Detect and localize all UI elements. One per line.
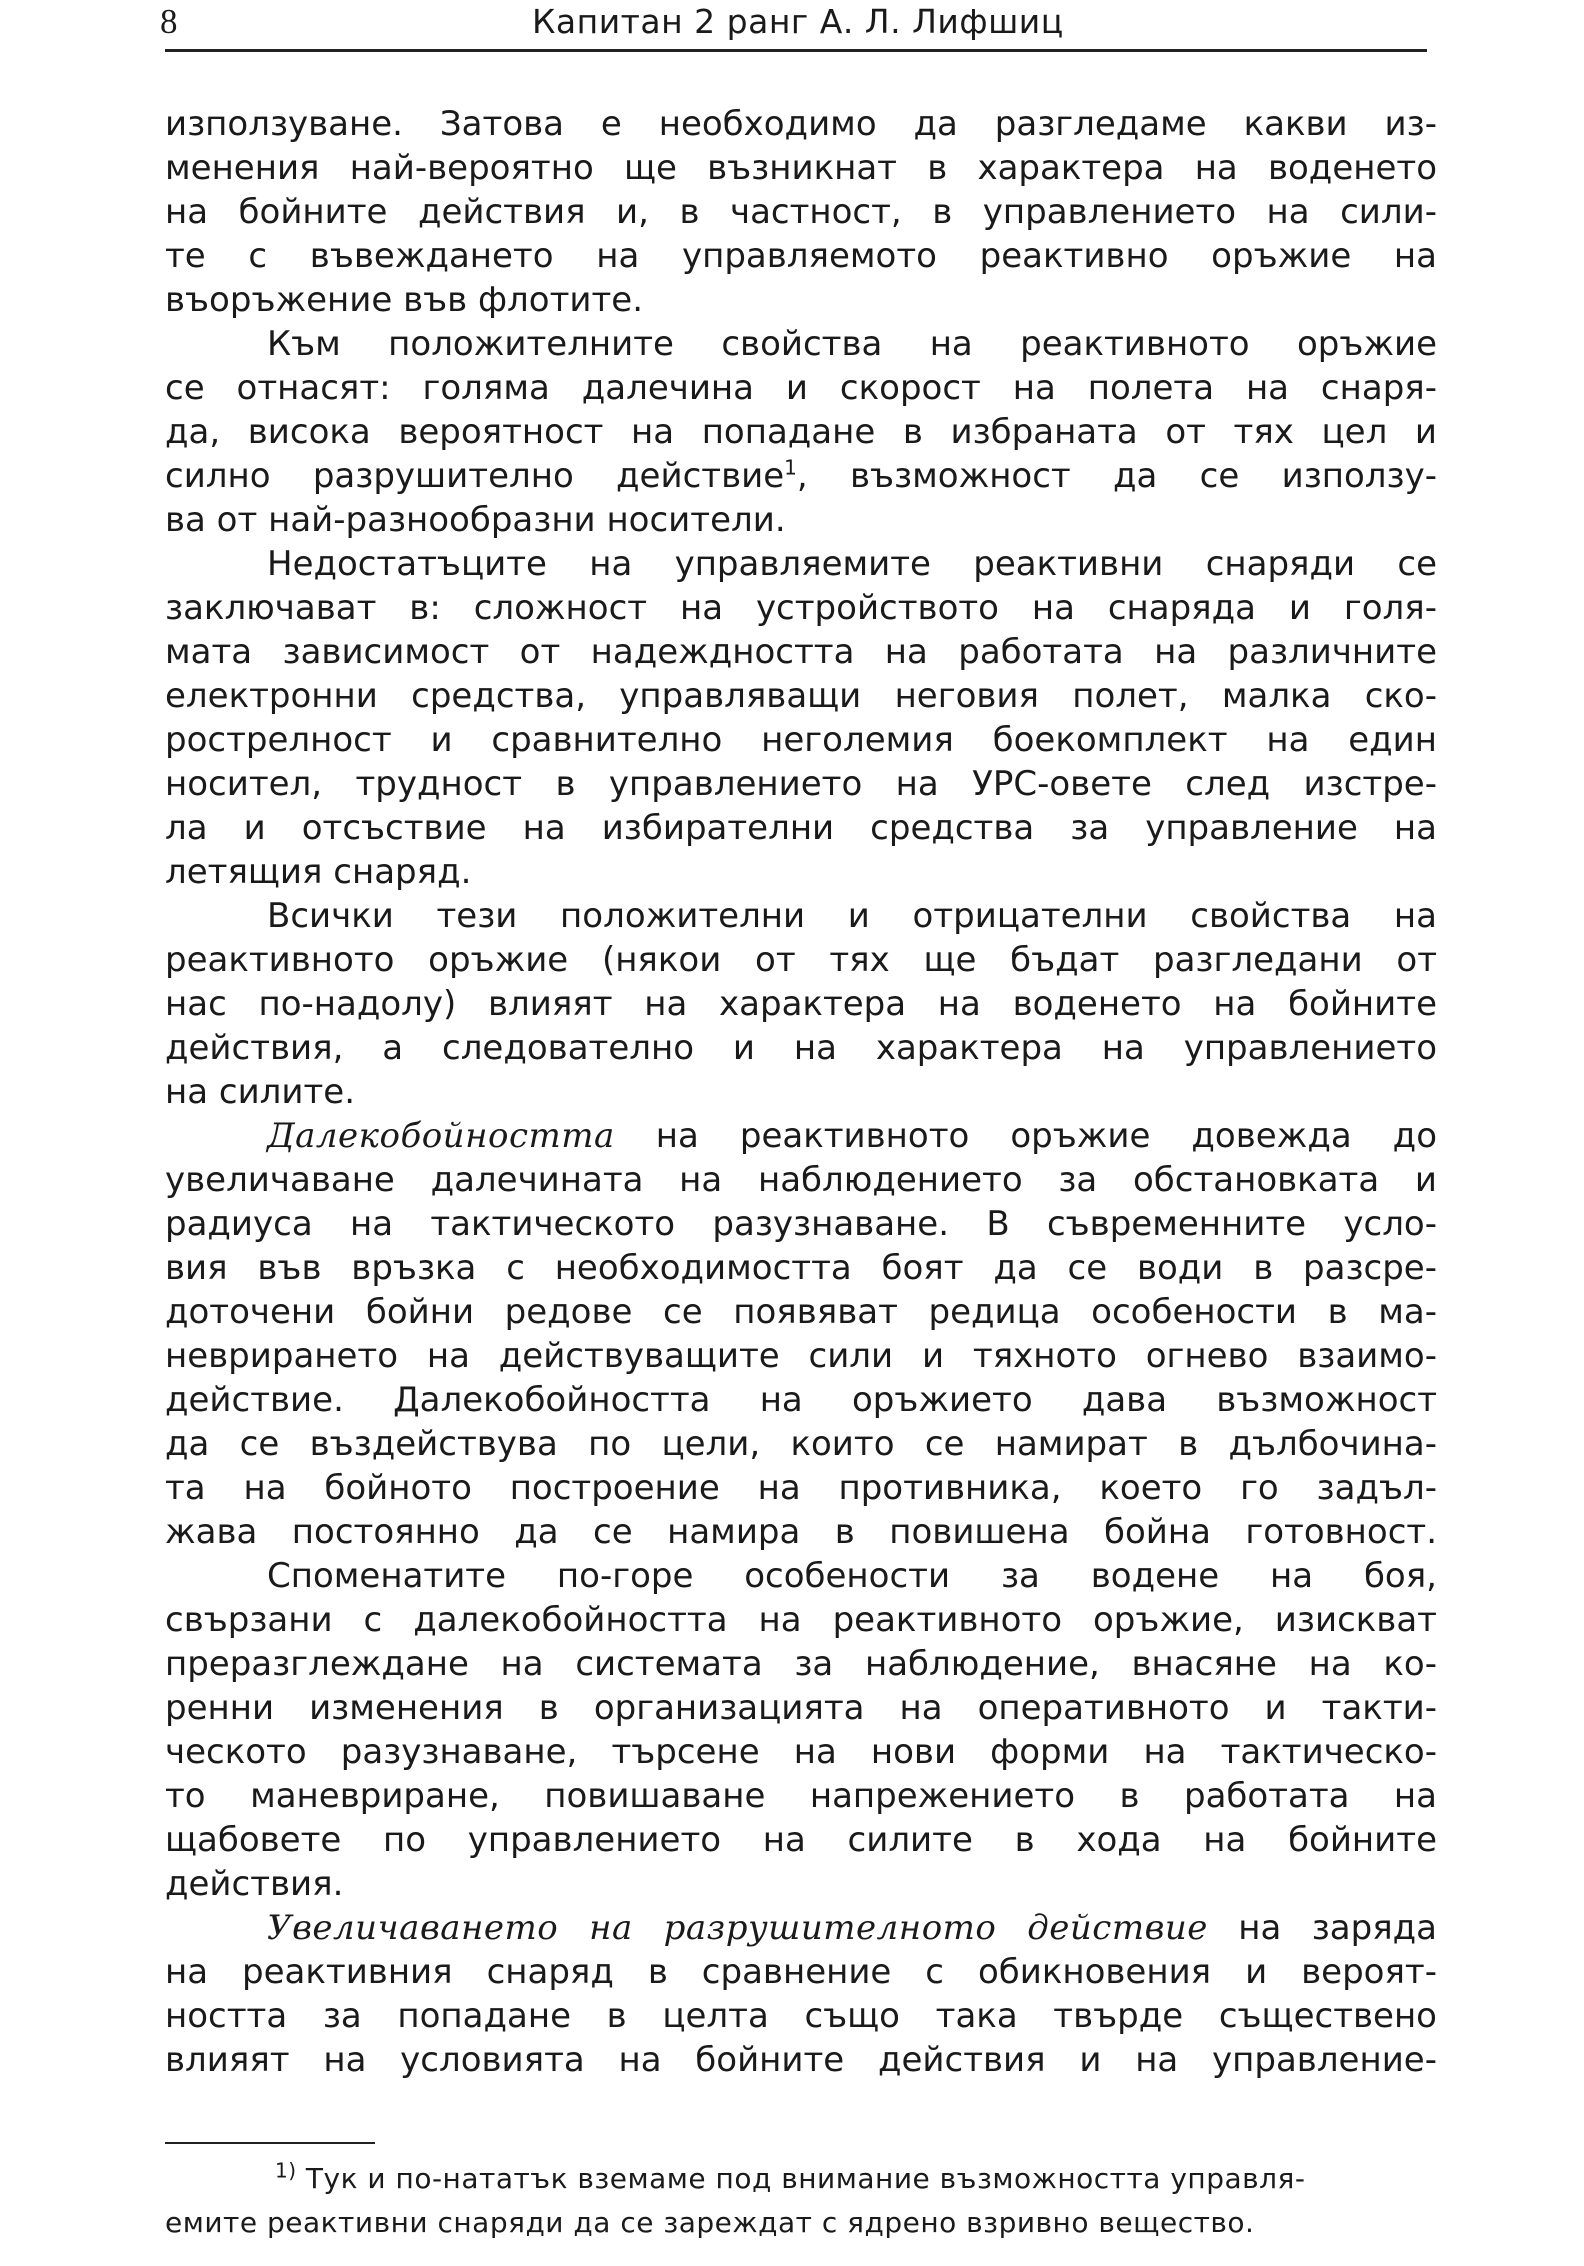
text-line: действия. (165, 1864, 344, 1904)
text-line: мата зависимост от надеждността на работата на различните (165, 632, 1437, 672)
page-number: 8 (160, 2, 178, 41)
text-line: Към положителните свойства на реактивното оръжие (267, 324, 1437, 364)
text-line: Споменатите по-горе особености за водене на боя, (267, 1556, 1437, 1596)
text-line: използуване. Затова е необходимо да разгледаме какви из- (165, 104, 1437, 144)
page-header (160, 0, 1430, 46)
text-line: неврирането на действуващите сили и тяхното огнево взаимо- (165, 1336, 1437, 1376)
text-line: реактивното оръжие (някои от тях ще бъдат разгледани от (165, 940, 1437, 980)
text-line: те с въвеждането на управляемото реактивно оръжие на (165, 236, 1437, 276)
text-line: то маневриране, повишаване напрежението в работата на (165, 1776, 1437, 1816)
text-line: на силите. (165, 1072, 356, 1112)
text-line: радиуса на тактическото разузнаване. В съвременните усло- (165, 1204, 1437, 1244)
text-line: на реактивния снаряд в сравнение с обикновения и вероят- (165, 1952, 1437, 1992)
text-line: действия, а следователно и на характера на управлението (165, 1028, 1437, 1068)
text-line: жава постоянно да се намира в повишена бойна готовност. (165, 1512, 1437, 1552)
text-line: увеличаване далечината на наблюдението за обстановката и (165, 1160, 1437, 1200)
text-line: та на бойното построение на противника, което го задъл- (165, 1468, 1437, 1508)
text-line: летящия снаряд. (165, 852, 472, 892)
text-line: да се въздействува по цели, които се намират в дълбочина- (165, 1424, 1437, 1464)
text-line: щабовете по управлението на силите в хода на бойните (165, 1820, 1437, 1860)
text-line: ла и отсъствие на избирателни средства за управление на (165, 808, 1437, 848)
text-line: носител, трудност в управлението на УРС-овете след изстре- (165, 764, 1437, 804)
text-line: влияят на условията на бойните действия и на управление- (165, 2040, 1437, 2080)
text-line: рострелност и сравнително неголемия боекомплект на един (165, 720, 1437, 760)
text-line: нас по-надолу) влияят на характера на воденето на бойните (165, 984, 1437, 1024)
text-line: се отнасят: голяма далечина и скорост на полета на снаря- (165, 368, 1437, 408)
text-line: въоръжение във флотите. (165, 280, 644, 320)
text-line: на бойните действия и, в частност, в управлението на сили- (165, 192, 1437, 232)
footnote-text: Тук и по-нататък вземаме под внимание възможността управля- (296, 2162, 1306, 2195)
footnote-line (165, 2157, 1437, 2201)
footnote-line: емите реактивни снаряди да се зареждат с ядрено взривно вещество. (165, 2206, 1255, 2239)
text-fragment: на заряда (1207, 1908, 1437, 1948)
footnote-reference: 1 (784, 455, 797, 480)
text-line: доточени бойни редове се появяват редица особености в ма- (165, 1292, 1437, 1332)
text-line: действие. Далекобойността на оръжието дава възможност (165, 1380, 1437, 1420)
text-fragment: силно разрушително действие (165, 456, 785, 496)
text-line-with-footnote (165, 454, 1437, 498)
text-line: Недостатъците на управляемите реактивни снаряди се (267, 544, 1437, 584)
text-line: вия във връзка с необходимостта боят да се води в разсре- (165, 1248, 1437, 1288)
text-line: да, висока вероятност на попадане в избраната от тях цел и (165, 412, 1437, 452)
text-line: заключават в: сложност на устройството на снаряда и голя- (165, 588, 1437, 628)
text-line: ренни изменения в организацията на оперативното и такти- (165, 1688, 1437, 1728)
text-line: ността за попадане в целта също така твърде съществено (165, 1996, 1437, 2036)
body-text (165, 102, 1437, 2082)
text-line: Всички тези положителни и отрицателни свойства на (267, 896, 1437, 936)
footnote-rule (165, 2142, 375, 2144)
text-line-with-emphasis (165, 1906, 1437, 1950)
text-line: преразглеждане на системата за наблюдение, внасяне на ко- (165, 1644, 1437, 1684)
running-head: Капитан 2 ранг А. Л. Лифшиц (532, 2, 1064, 41)
text-line: електронни средства, управляващи неговия полет, малка ско- (165, 676, 1437, 716)
footnotes (165, 2157, 1437, 2245)
footnote-marker: 1) (275, 2158, 297, 2183)
text-fragment: , възможност да се използу- (796, 456, 1438, 496)
text-line: ческото разузнаване, търсене на нови форми на тактическо- (165, 1732, 1437, 1772)
text-line: свързани с далекобойността на реактивното оръжие, изискват (165, 1600, 1437, 1640)
text-line-with-emphasis (165, 1114, 1437, 1158)
text-fragment: на реактивното оръжие довежда до (614, 1116, 1437, 1156)
emphasis-term: Увеличаването на разрушителното действие (267, 1908, 1208, 1948)
text-line: ва от най-разнообразни носители. (165, 500, 786, 540)
text-line: менения най-вероятно ще възникнат в характера на воденето (165, 148, 1437, 188)
header-rule (165, 49, 1427, 52)
emphasis-term: Далекобойността (267, 1116, 615, 1156)
